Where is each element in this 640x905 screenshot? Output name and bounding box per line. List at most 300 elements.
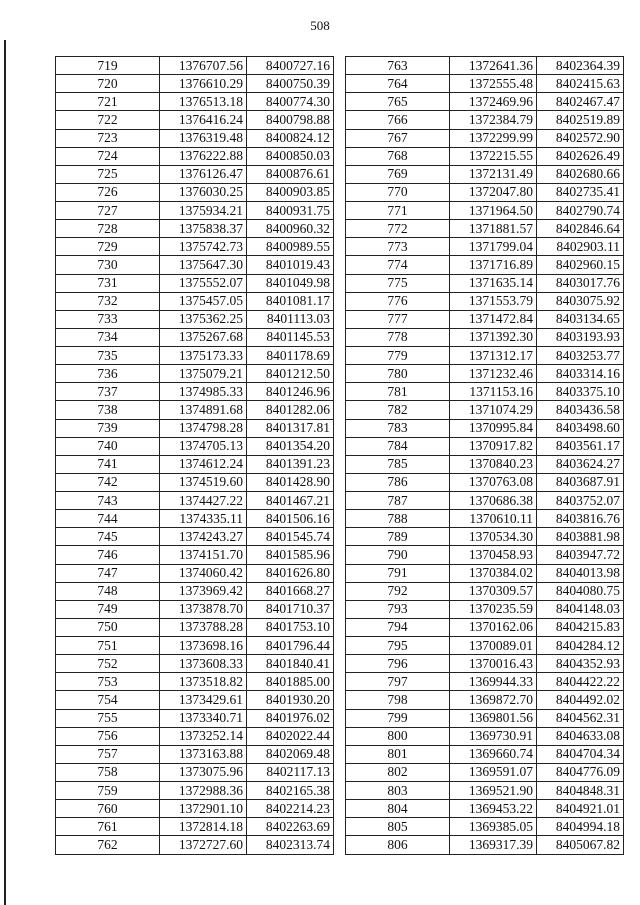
point-number-cell: 775: [346, 274, 450, 292]
coordinate-x-cell: 1376707.56: [160, 57, 247, 75]
coordinate-x-cell: 1369453.22: [450, 800, 537, 818]
point-number-cell: 748: [56, 582, 160, 600]
coordinate-y-cell: 8402467.47: [537, 93, 624, 111]
point-number-cell: 792: [346, 582, 450, 600]
point-number-cell: 749: [56, 600, 160, 618]
table-row: [346, 202, 624, 220]
table-row: [346, 129, 624, 147]
coordinate-x-cell: 1373429.61: [160, 691, 247, 709]
point-number-cell: 760: [56, 800, 160, 818]
point-number-cell: 767: [346, 129, 450, 147]
table-row: [56, 709, 334, 727]
point-number-cell: 739: [56, 419, 160, 437]
coordinate-y-cell: 8401976.02: [247, 709, 334, 727]
coordinate-x-cell: 1375362.25: [160, 310, 247, 328]
coordinate-x-cell: 1371074.29: [450, 401, 537, 419]
point-number-cell: 728: [56, 220, 160, 238]
table-row: [56, 365, 334, 383]
table-row: [346, 473, 624, 491]
table-row: [346, 93, 624, 111]
coordinate-y-cell: 8403561.17: [537, 437, 624, 455]
point-number-cell: 772: [346, 220, 450, 238]
table-row: [56, 147, 334, 165]
point-number-cell: 720: [56, 75, 160, 93]
point-number-cell: 754: [56, 691, 160, 709]
coordinate-y-cell: 8402214.23: [247, 800, 334, 818]
coordinate-y-cell: 8401710.37: [247, 600, 334, 618]
table-row: [346, 510, 624, 528]
coordinate-y-cell: 8402022.44: [247, 727, 334, 745]
point-number-cell: 727: [56, 202, 160, 220]
coordinate-x-cell: 1371472.84: [450, 310, 537, 328]
coordinate-x-cell: 1370235.59: [450, 600, 537, 618]
coordinate-x-cell: 1373163.88: [160, 745, 247, 763]
coordinate-y-cell: 8401282.06: [247, 401, 334, 419]
coordinate-y-cell: 8401049.98: [247, 274, 334, 292]
coordinate-x-cell: 1374985.33: [160, 383, 247, 401]
margin-rule: [4, 40, 6, 905]
table-row: [346, 183, 624, 201]
coordinate-x-cell: 1371881.57: [450, 220, 537, 238]
coordinate-y-cell: 8401178.69: [247, 347, 334, 365]
point-number-cell: 746: [56, 546, 160, 564]
table-row: [56, 75, 334, 93]
coordinate-y-cell: 8400727.16: [247, 57, 334, 75]
coordinate-x-cell: 1371716.89: [450, 256, 537, 274]
point-number-cell: 791: [346, 564, 450, 582]
coordinate-y-cell: 8402903.11: [537, 238, 624, 256]
coordinate-x-cell: 1372727.60: [160, 836, 247, 854]
coordinate-y-cell: 8401019.43: [247, 256, 334, 274]
coordinate-y-cell: 8400750.39: [247, 75, 334, 93]
coordinate-x-cell: 1375647.30: [160, 256, 247, 274]
coordinate-y-cell: 8404633.08: [537, 727, 624, 745]
coordinate-y-cell: 8401113.03: [247, 310, 334, 328]
coordinate-x-cell: 1370917.82: [450, 437, 537, 455]
table-row: [346, 238, 624, 256]
coordinate-y-cell: 8402960.15: [537, 256, 624, 274]
point-number-cell: 765: [346, 93, 450, 111]
coordinate-x-cell: 1376222.88: [160, 147, 247, 165]
table-row: [346, 401, 624, 419]
point-number-cell: 755: [56, 709, 160, 727]
point-number-cell: 804: [346, 800, 450, 818]
coordinate-x-cell: 1375934.21: [160, 202, 247, 220]
coordinate-y-cell: 8402790.74: [537, 202, 624, 220]
point-number-cell: 745: [56, 528, 160, 546]
table-row: [56, 310, 334, 328]
table-row: [56, 401, 334, 419]
point-number-cell: 806: [346, 836, 450, 854]
coordinate-y-cell: 8404994.18: [537, 818, 624, 836]
coordinate-x-cell: 1375457.05: [160, 292, 247, 310]
table-row: [346, 673, 624, 691]
table-row: [56, 347, 334, 365]
coordinate-x-cell: 1370610.11: [450, 510, 537, 528]
coordinate-y-cell: 8404921.01: [537, 800, 624, 818]
point-number-cell: 721: [56, 93, 160, 111]
table-row: [346, 365, 624, 383]
coordinate-x-cell: 1372047.80: [450, 183, 537, 201]
coordinate-y-cell: 8402735.41: [537, 183, 624, 201]
coordinate-y-cell: 8404492.02: [537, 691, 624, 709]
coordinate-y-cell: 8402263.69: [247, 818, 334, 836]
table-row: [56, 57, 334, 75]
point-number-cell: 798: [346, 691, 450, 709]
point-number-cell: 786: [346, 473, 450, 491]
point-number-cell: 742: [56, 473, 160, 491]
table-row: [346, 600, 624, 618]
table-row: [346, 147, 624, 165]
coordinate-x-cell: 1375079.21: [160, 365, 247, 383]
coordinate-x-cell: 1369801.56: [450, 709, 537, 727]
point-number-cell: 774: [346, 256, 450, 274]
table-row: [346, 310, 624, 328]
table-row: [56, 437, 334, 455]
coordinate-x-cell: 1375552.07: [160, 274, 247, 292]
coordinate-x-cell: 1374891.68: [160, 401, 247, 419]
coordinate-x-cell: 1374060.42: [160, 564, 247, 582]
coordinate-y-cell: 8404284.12: [537, 637, 624, 655]
table-row: [346, 564, 624, 582]
table-row: [56, 637, 334, 655]
coordinate-x-cell: 1369521.90: [450, 782, 537, 800]
coordinate-x-cell: 1371232.46: [450, 365, 537, 383]
coordinate-x-cell: 1369385.05: [450, 818, 537, 836]
point-number-cell: 803: [346, 782, 450, 800]
coordinate-y-cell: 8401753.10: [247, 618, 334, 636]
table-row: [346, 546, 624, 564]
coordinate-x-cell: 1376610.29: [160, 75, 247, 93]
table-row: [346, 75, 624, 93]
coordinate-x-cell: 1373698.16: [160, 637, 247, 655]
table-row: [346, 582, 624, 600]
table-row: [56, 655, 334, 673]
table-row: [346, 727, 624, 745]
table-row: [346, 492, 624, 510]
coordinate-y-cell: 8401391.23: [247, 455, 334, 473]
coordinate-x-cell: 1374519.60: [160, 473, 247, 491]
coordinate-y-cell: 8401354.20: [247, 437, 334, 455]
coordinate-x-cell: 1373340.71: [160, 709, 247, 727]
table-row: [346, 57, 624, 75]
table-row: [56, 673, 334, 691]
table-row: [56, 763, 334, 781]
coordinate-x-cell: 1369944.33: [450, 673, 537, 691]
coordinate-y-cell: 8400798.88: [247, 111, 334, 129]
coordinate-x-cell: 1369660.74: [450, 745, 537, 763]
coordinate-y-cell: 8400989.55: [247, 238, 334, 256]
coordinate-x-cell: 1374612.24: [160, 455, 247, 473]
table-row: [56, 618, 334, 636]
table-row: [346, 818, 624, 836]
coordinate-y-cell: 8403193.93: [537, 328, 624, 346]
coordinate-y-cell: 8401840.41: [247, 655, 334, 673]
table-row: [56, 274, 334, 292]
coordinate-y-cell: 8400850.03: [247, 147, 334, 165]
coordinate-x-cell: 1373075.96: [160, 763, 247, 781]
table-row: [56, 510, 334, 528]
coordinate-y-cell: 8402117.13: [247, 763, 334, 781]
coordinate-x-cell: 1370162.06: [450, 618, 537, 636]
coordinate-x-cell: 1370309.57: [450, 582, 537, 600]
coordinate-y-cell: 8402165.38: [247, 782, 334, 800]
point-number-cell: 785: [346, 455, 450, 473]
coordinate-x-cell: 1374705.13: [160, 437, 247, 455]
coordinate-x-cell: 1372131.49: [450, 165, 537, 183]
table-row: [56, 582, 334, 600]
table-row: [346, 328, 624, 346]
table-row: [346, 836, 624, 854]
point-number-cell: 773: [346, 238, 450, 256]
table-row: [346, 637, 624, 655]
table-row: [346, 220, 624, 238]
point-number-cell: 787: [346, 492, 450, 510]
coordinates-table-right: [345, 56, 624, 855]
point-number-cell: 733: [56, 310, 160, 328]
point-number-cell: 759: [56, 782, 160, 800]
coordinate-y-cell: 8401796.44: [247, 637, 334, 655]
table-row: [56, 600, 334, 618]
table-row: [56, 202, 334, 220]
coordinate-y-cell: 8404704.34: [537, 745, 624, 763]
coordinate-x-cell: 1371635.14: [450, 274, 537, 292]
table-row: [56, 256, 334, 274]
table-row: [56, 546, 334, 564]
point-number-cell: 780: [346, 365, 450, 383]
coordinate-x-cell: 1371153.16: [450, 383, 537, 401]
coordinate-x-cell: 1372469.96: [450, 93, 537, 111]
coordinate-y-cell: 8401467.21: [247, 492, 334, 510]
coordinate-x-cell: 1372555.48: [450, 75, 537, 93]
point-number-cell: 778: [346, 328, 450, 346]
coordinate-y-cell: 8402519.89: [537, 111, 624, 129]
table-row: [56, 383, 334, 401]
table-row: [346, 274, 624, 292]
coordinate-x-cell: 1372384.79: [450, 111, 537, 129]
coordinate-x-cell: 1371964.50: [450, 202, 537, 220]
coordinate-y-cell: 8403253.77: [537, 347, 624, 365]
coordinate-y-cell: 8403375.10: [537, 383, 624, 401]
coordinate-x-cell: 1370763.08: [450, 473, 537, 491]
table-row: [346, 745, 624, 763]
table-row: [56, 292, 334, 310]
coordinate-x-cell: 1372299.99: [450, 129, 537, 147]
point-number-cell: 771: [346, 202, 450, 220]
coordinate-y-cell: 8401885.00: [247, 673, 334, 691]
table-row: [56, 745, 334, 763]
point-number-cell: 801: [346, 745, 450, 763]
coordinate-y-cell: 8403498.60: [537, 419, 624, 437]
point-number-cell: 799: [346, 709, 450, 727]
point-number-cell: 788: [346, 510, 450, 528]
table-row: [346, 292, 624, 310]
point-number-cell: 723: [56, 129, 160, 147]
coordinate-x-cell: 1371312.17: [450, 347, 537, 365]
point-number-cell: 737: [56, 383, 160, 401]
table-row: [346, 655, 624, 673]
coordinate-y-cell: 8401545.74: [247, 528, 334, 546]
table-row: [346, 383, 624, 401]
coordinate-x-cell: 1375173.33: [160, 347, 247, 365]
coordinate-y-cell: 8402846.64: [537, 220, 624, 238]
point-number-cell: 735: [56, 347, 160, 365]
coordinate-x-cell: 1374427.22: [160, 492, 247, 510]
table-row: [56, 782, 334, 800]
point-number-cell: 779: [346, 347, 450, 365]
point-number-cell: 761: [56, 818, 160, 836]
coordinate-x-cell: 1371392.30: [450, 328, 537, 346]
coordinate-y-cell: 8402572.90: [537, 129, 624, 147]
table-row: [56, 473, 334, 491]
point-number-cell: 747: [56, 564, 160, 582]
table-row: [56, 564, 334, 582]
coordinate-y-cell: 8404352.93: [537, 655, 624, 673]
point-number-cell: 794: [346, 618, 450, 636]
coordinate-y-cell: 8401246.96: [247, 383, 334, 401]
coordinate-y-cell: 8402364.39: [537, 57, 624, 75]
coordinate-y-cell: 8400960.32: [247, 220, 334, 238]
point-number-cell: 750: [56, 618, 160, 636]
table-row: [56, 691, 334, 709]
table-row: [346, 691, 624, 709]
coordinate-y-cell: 8404013.98: [537, 564, 624, 582]
table-row: [56, 492, 334, 510]
coordinate-x-cell: 1370534.30: [450, 528, 537, 546]
point-number-cell: 783: [346, 419, 450, 437]
coordinate-x-cell: 1373788.28: [160, 618, 247, 636]
coordinate-y-cell: 8403314.16: [537, 365, 624, 383]
table-row: [56, 528, 334, 546]
point-number-cell: 802: [346, 763, 450, 781]
coordinate-y-cell: 8400774.30: [247, 93, 334, 111]
point-number-cell: 796: [346, 655, 450, 673]
coordinate-y-cell: 8404776.09: [537, 763, 624, 781]
point-number-cell: 758: [56, 763, 160, 781]
coordinate-x-cell: 1370458.93: [450, 546, 537, 564]
table-row: [56, 836, 334, 854]
point-number-cell: 753: [56, 673, 160, 691]
table-row: [346, 763, 624, 781]
point-number-cell: 795: [346, 637, 450, 655]
coordinate-x-cell: 1376126.47: [160, 165, 247, 183]
table-row: [56, 238, 334, 256]
table-row: [346, 347, 624, 365]
table-row: [346, 782, 624, 800]
point-number-cell: 797: [346, 673, 450, 691]
coordinate-y-cell: 8404562.31: [537, 709, 624, 727]
coordinate-y-cell: 8404422.22: [537, 673, 624, 691]
coordinate-y-cell: 8401626.80: [247, 564, 334, 582]
coordinate-x-cell: 1370840.23: [450, 455, 537, 473]
coordinate-x-cell: 1373518.82: [160, 673, 247, 691]
coordinate-x-cell: 1376030.25: [160, 183, 247, 201]
point-number-cell: 776: [346, 292, 450, 310]
table-row: [56, 111, 334, 129]
coordinate-x-cell: 1375267.68: [160, 328, 247, 346]
point-number-cell: 781: [346, 383, 450, 401]
coordinate-y-cell: 8401317.81: [247, 419, 334, 437]
coordinate-x-cell: 1376319.48: [160, 129, 247, 147]
coordinate-x-cell: 1369872.70: [450, 691, 537, 709]
coordinate-y-cell: 8401930.20: [247, 691, 334, 709]
coordinate-x-cell: 1372901.10: [160, 800, 247, 818]
coordinate-x-cell: 1375742.73: [160, 238, 247, 256]
point-number-cell: 719: [56, 57, 160, 75]
coordinate-x-cell: 1373608.33: [160, 655, 247, 673]
coordinate-x-cell: 1375838.37: [160, 220, 247, 238]
point-number-cell: 764: [346, 75, 450, 93]
point-number-cell: 730: [56, 256, 160, 274]
point-number-cell: 766: [346, 111, 450, 129]
coordinate-y-cell: 8403881.98: [537, 528, 624, 546]
coordinate-y-cell: 8401212.50: [247, 365, 334, 383]
point-number-cell: 743: [56, 492, 160, 510]
table-row: [56, 455, 334, 473]
coordinate-y-cell: 8401585.96: [247, 546, 334, 564]
table-row: [56, 727, 334, 745]
table-row: [56, 220, 334, 238]
coordinate-y-cell: 8400876.61: [247, 165, 334, 183]
coordinate-x-cell: 1374151.70: [160, 546, 247, 564]
coordinate-x-cell: 1373252.14: [160, 727, 247, 745]
point-number-cell: 768: [346, 147, 450, 165]
point-number-cell: 762: [56, 836, 160, 854]
coordinate-y-cell: 8401428.90: [247, 473, 334, 491]
point-number-cell: 738: [56, 401, 160, 419]
coordinate-y-cell: 8402313.74: [247, 836, 334, 854]
coordinate-y-cell: 8403075.92: [537, 292, 624, 310]
coordinate-x-cell: 1372988.36: [160, 782, 247, 800]
table-row: [346, 709, 624, 727]
point-number-cell: 777: [346, 310, 450, 328]
coordinate-y-cell: 8403436.58: [537, 401, 624, 419]
coordinate-y-cell: 8404080.75: [537, 582, 624, 600]
table-row: [56, 183, 334, 201]
coordinate-x-cell: 1369317.39: [450, 836, 537, 854]
coordinate-x-cell: 1369730.91: [450, 727, 537, 745]
coordinate-x-cell: 1369591.07: [450, 763, 537, 781]
point-number-cell: 734: [56, 328, 160, 346]
table-row: [56, 165, 334, 183]
coordinate-y-cell: 8402415.63: [537, 75, 624, 93]
coordinate-y-cell: 8402680.66: [537, 165, 624, 183]
point-number-cell: 770: [346, 183, 450, 201]
coordinate-y-cell: 8403687.91: [537, 473, 624, 491]
coordinate-x-cell: 1374335.11: [160, 510, 247, 528]
point-number-cell: 752: [56, 655, 160, 673]
coordinate-y-cell: 8401668.27: [247, 582, 334, 600]
page-number: 508: [310, 18, 330, 33]
coordinate-x-cell: 1376513.18: [160, 93, 247, 111]
table-row: [346, 618, 624, 636]
coordinate-x-cell: 1370686.38: [450, 492, 537, 510]
coordinate-y-cell: 8403134.65: [537, 310, 624, 328]
coordinate-y-cell: 8400931.75: [247, 202, 334, 220]
coordinate-y-cell: 8403816.76: [537, 510, 624, 528]
point-number-cell: 756: [56, 727, 160, 745]
point-number-cell: 722: [56, 111, 160, 129]
coordinate-x-cell: 1371799.04: [450, 238, 537, 256]
coordinate-y-cell: 8401506.16: [247, 510, 334, 528]
table-row: [56, 818, 334, 836]
coordinate-y-cell: 8400903.85: [247, 183, 334, 201]
point-number-cell: 732: [56, 292, 160, 310]
point-number-cell: 725: [56, 165, 160, 183]
coordinate-x-cell: 1376416.24: [160, 111, 247, 129]
coordinate-y-cell: 8403752.07: [537, 492, 624, 510]
point-number-cell: 741: [56, 455, 160, 473]
